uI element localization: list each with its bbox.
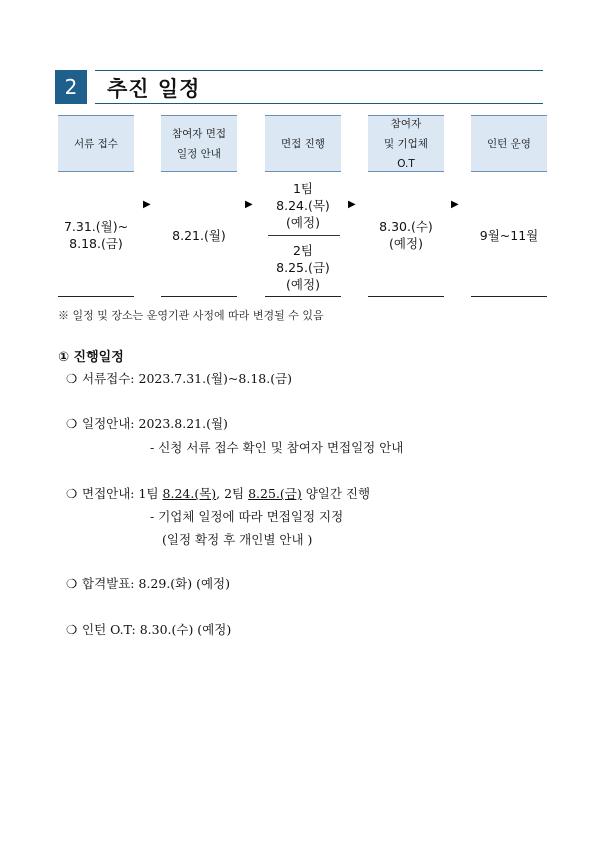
date-text: 8.25.(금) <box>276 260 330 275</box>
item-label: 서류접수: <box>82 371 139 386</box>
section-title: 추진 일정 <box>107 77 201 101</box>
item-date: 8.24.(목) <box>162 486 217 501</box>
step-document-submission <box>58 115 134 172</box>
item-text: , 2팀 <box>216 486 249 501</box>
item-date: 8.25.(금) <box>248 486 302 501</box>
item-text: 양일간 진행 <box>301 486 371 501</box>
circle-bullet-icon: ❍ <box>66 486 78 501</box>
step-label: 인턴 운영 <box>487 137 531 150</box>
date-interview-schedule-notice: 8.21.(월) <box>172 228 226 243</box>
date-text: 8.30.(수) <box>379 219 433 234</box>
step-label: 참여자 <box>390 117 422 130</box>
step-label: O.T <box>397 157 415 170</box>
circle-bullet-icon: ❍ <box>66 622 78 637</box>
list-item-schedule-notice <box>66 414 228 432</box>
column-rule <box>161 296 237 297</box>
column-rule <box>58 296 134 297</box>
list-item-interview <box>66 484 370 502</box>
list-item-detail: - 기업체 일정에 따라 면접일정 지정 <box>150 509 344 524</box>
date-internship: 9월~11월 <box>479 228 539 243</box>
date-note: (예정) <box>286 215 320 230</box>
item-value: 8.30.(수) (예정) <box>139 622 232 637</box>
item-label: 면접안내: <box>82 486 139 501</box>
arrow-right-icon: ▶ <box>348 199 356 210</box>
date-text: 8.24.(목) <box>276 198 330 213</box>
step-label: 일정 안내 <box>177 147 221 160</box>
team-label: 2팀 <box>292 243 314 258</box>
step-label: 및 기업체 <box>384 137 428 150</box>
header-bottom-rule <box>95 103 543 104</box>
arrow-right-icon: ▶ <box>451 199 459 210</box>
step-interview-schedule-notice <box>161 115 237 172</box>
item-value: 2023.8.21.(월) <box>138 416 228 431</box>
circle-bullet-icon: ❍ <box>66 576 78 591</box>
step-interview <box>265 115 341 172</box>
header-top-rule <box>95 70 543 71</box>
date-text: 7.31.(월)~ <box>63 219 129 234</box>
step-label: 서류 접수 <box>74 137 118 150</box>
item-text: 1팀 <box>138 486 163 501</box>
arrow-right-icon: ▶ <box>245 199 253 210</box>
step-orientation <box>368 115 444 172</box>
column-rule <box>368 296 444 297</box>
arrow-right-icon: ▶ <box>143 199 151 210</box>
date-text: 8.18.(금) <box>69 236 123 251</box>
list-item-detail: - 신청 서류 접수 확인 및 참여자 면접일정 안내 <box>150 440 404 455</box>
team-label: 1팀 <box>292 181 314 196</box>
step-internship <box>471 115 547 172</box>
column-rule <box>265 296 341 297</box>
list-item-result <box>66 574 230 592</box>
list-item-orientation <box>66 620 231 638</box>
step-label: 면접 진행 <box>281 137 325 150</box>
section-header <box>55 70 543 104</box>
date-note: (예정) <box>389 236 423 251</box>
schedule-note: ※ 일정 및 장소는 운영기관 사정에 따라 변경될 수 있음 <box>58 309 324 322</box>
date-team1 <box>265 180 341 231</box>
circle-bullet-icon: ❍ <box>66 416 78 431</box>
item-label: 합격발표: <box>82 576 139 591</box>
circle-bullet-icon: ❍ <box>66 371 78 386</box>
date-team2 <box>265 242 341 293</box>
section-number-badge: 2 <box>55 70 87 104</box>
step-label: 참여자 면접 <box>171 127 227 140</box>
item-value: 8.29.(화) (예정) <box>138 576 231 591</box>
column-rule <box>471 296 547 297</box>
item-value: 2023.7.31.(월)~8.18.(금) <box>138 371 293 386</box>
subsection-title: ① 진행일정 <box>58 350 124 365</box>
list-item-detail: (일정 확정 후 개인별 안내 ) <box>162 532 313 547</box>
date-orientation <box>368 218 444 252</box>
item-label: 일정안내: <box>82 416 139 431</box>
list-item-document-submission <box>66 369 292 387</box>
date-note: (예정) <box>286 277 320 292</box>
date-document-submission <box>58 218 134 252</box>
team-divider <box>268 235 340 236</box>
item-label: 인턴 O.T: <box>82 622 140 637</box>
